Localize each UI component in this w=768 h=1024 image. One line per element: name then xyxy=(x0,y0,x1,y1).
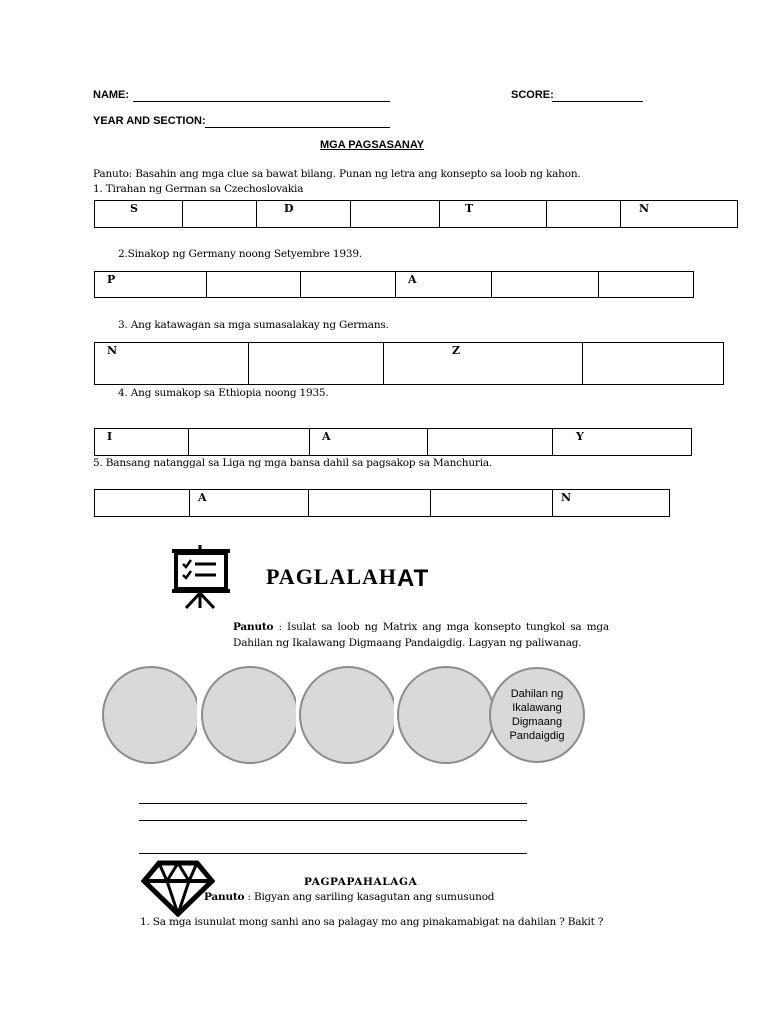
letter-cell[interactable]: D xyxy=(257,201,351,228)
answer-grid-5 xyxy=(94,489,670,517)
pagpapahalaga-title: PAGPAPAHALAGA xyxy=(304,876,418,888)
letter-cell[interactable]: N xyxy=(553,490,670,517)
answer-grid-4 xyxy=(94,428,692,456)
matrix-circle-3[interactable] xyxy=(299,666,397,764)
paglalahat-panuto-label: Panuto xyxy=(233,621,274,633)
letter-cell[interactable]: A xyxy=(396,272,492,298)
matrix-center-circle xyxy=(489,667,585,763)
question-3: 3. Ang katawagan sa mga sumasalakay ng Germans. xyxy=(118,319,389,331)
matrix-circle-2[interactable] xyxy=(201,666,299,764)
answer-row xyxy=(95,272,694,298)
diamond-icon xyxy=(141,859,215,917)
pagpapahalaga-instructions xyxy=(204,891,494,903)
letter-cell[interactable] xyxy=(301,272,396,298)
letter-cell[interactable]: S xyxy=(95,201,183,228)
pagpapahalaga-question: 1. Sa mga isunulat mong sanhi ano sa palagay mo ang pinakamabigat na dahilan ? Bakit ? xyxy=(140,916,604,928)
letter-cell[interactable]: A xyxy=(310,429,428,456)
letter-cell[interactable] xyxy=(492,272,599,298)
pagpapahalaga-panuto-text: : Bigyan ang sariling kasagutan ang sumusunod xyxy=(244,891,495,903)
answer-line-2[interactable] xyxy=(139,820,527,821)
letter-cell[interactable] xyxy=(547,201,621,228)
answer-row xyxy=(95,343,724,385)
question-5: 5. Bansang natanggal sa Liga ng mga bansa dahil sa pagsakop sa Manchuria. xyxy=(93,457,493,469)
matrix-circle-1[interactable] xyxy=(102,666,200,764)
letter-cell[interactable]: P xyxy=(95,272,207,298)
answer-grid-1 xyxy=(94,200,738,228)
question-1: 1. Tirahan ng German sa Czechoslovakia xyxy=(93,183,304,195)
instructions-text: Panuto: Basahin ang mga clue sa bawat bilang. Punan ng letra ang konsepto sa loob ng kahon. xyxy=(93,168,581,180)
letter-cell[interactable] xyxy=(249,343,384,385)
letter-cell[interactable] xyxy=(309,490,431,517)
letter-cell[interactable] xyxy=(428,429,553,456)
paglalahat-title-end: AT xyxy=(397,565,430,592)
question-2: 2.Sinakop ng Germany noong Setyembre 1939. xyxy=(118,248,362,260)
paglalahat-title xyxy=(266,563,429,591)
presentation-board-icon xyxy=(170,544,232,610)
score-label: SCORE: xyxy=(511,89,554,101)
letter-cell[interactable] xyxy=(583,343,724,385)
letter-cell[interactable]: I xyxy=(95,429,189,456)
matrix-circle-4[interactable] xyxy=(397,666,495,764)
name-field[interactable] xyxy=(133,101,390,102)
page-title: MGA PAGSASANAY xyxy=(320,139,425,151)
year-section-field[interactable] xyxy=(205,127,390,128)
answer-grid-3 xyxy=(94,342,724,385)
year-section-label: YEAR AND SECTION: xyxy=(93,115,206,127)
answer-row xyxy=(95,490,670,517)
answer-row xyxy=(95,201,738,228)
paglalahat-panuto-text: : Isulat sa loob ng Matrix ang mga konsepto tungkol sa mga Dahilan ng Ikalawang Digmaang Pandaigdig. Lagyan ng paliwanag. xyxy=(233,621,609,649)
answer-line-3[interactable] xyxy=(139,853,527,854)
letter-cell[interactable]: A xyxy=(190,490,309,517)
paglalahat-instructions xyxy=(233,619,609,651)
letter-cell[interactable]: N xyxy=(95,343,249,385)
letter-cell[interactable] xyxy=(189,429,310,456)
letter-cell[interactable] xyxy=(351,201,440,228)
letter-cell[interactable]: Z xyxy=(384,343,583,385)
letter-cell[interactable]: Y xyxy=(553,429,692,456)
letter-cell[interactable] xyxy=(431,490,553,517)
score-field[interactable] xyxy=(552,101,643,102)
name-label: NAME: xyxy=(93,89,130,101)
question-4: 4. Ang sumakop sa Ethiopia noong 1935. xyxy=(118,387,329,399)
letter-cell[interactable]: N xyxy=(621,201,738,228)
letter-cell[interactable]: T xyxy=(440,201,547,228)
letter-cell[interactable] xyxy=(183,201,257,228)
matrix-center-label: Dahilan ng Ikalawang Digmaang Pandaigdig xyxy=(509,688,565,742)
answer-grid-2 xyxy=(94,271,694,298)
letter-cell[interactable] xyxy=(95,490,190,517)
answer-line-1[interactable] xyxy=(139,803,527,804)
letter-cell[interactable] xyxy=(207,272,301,298)
pagpapahalaga-panuto-label: Panuto xyxy=(204,891,245,903)
answer-row xyxy=(95,429,692,456)
letter-cell[interactable] xyxy=(599,272,694,298)
paglalahat-title-main: PAGLALAH xyxy=(266,564,398,589)
